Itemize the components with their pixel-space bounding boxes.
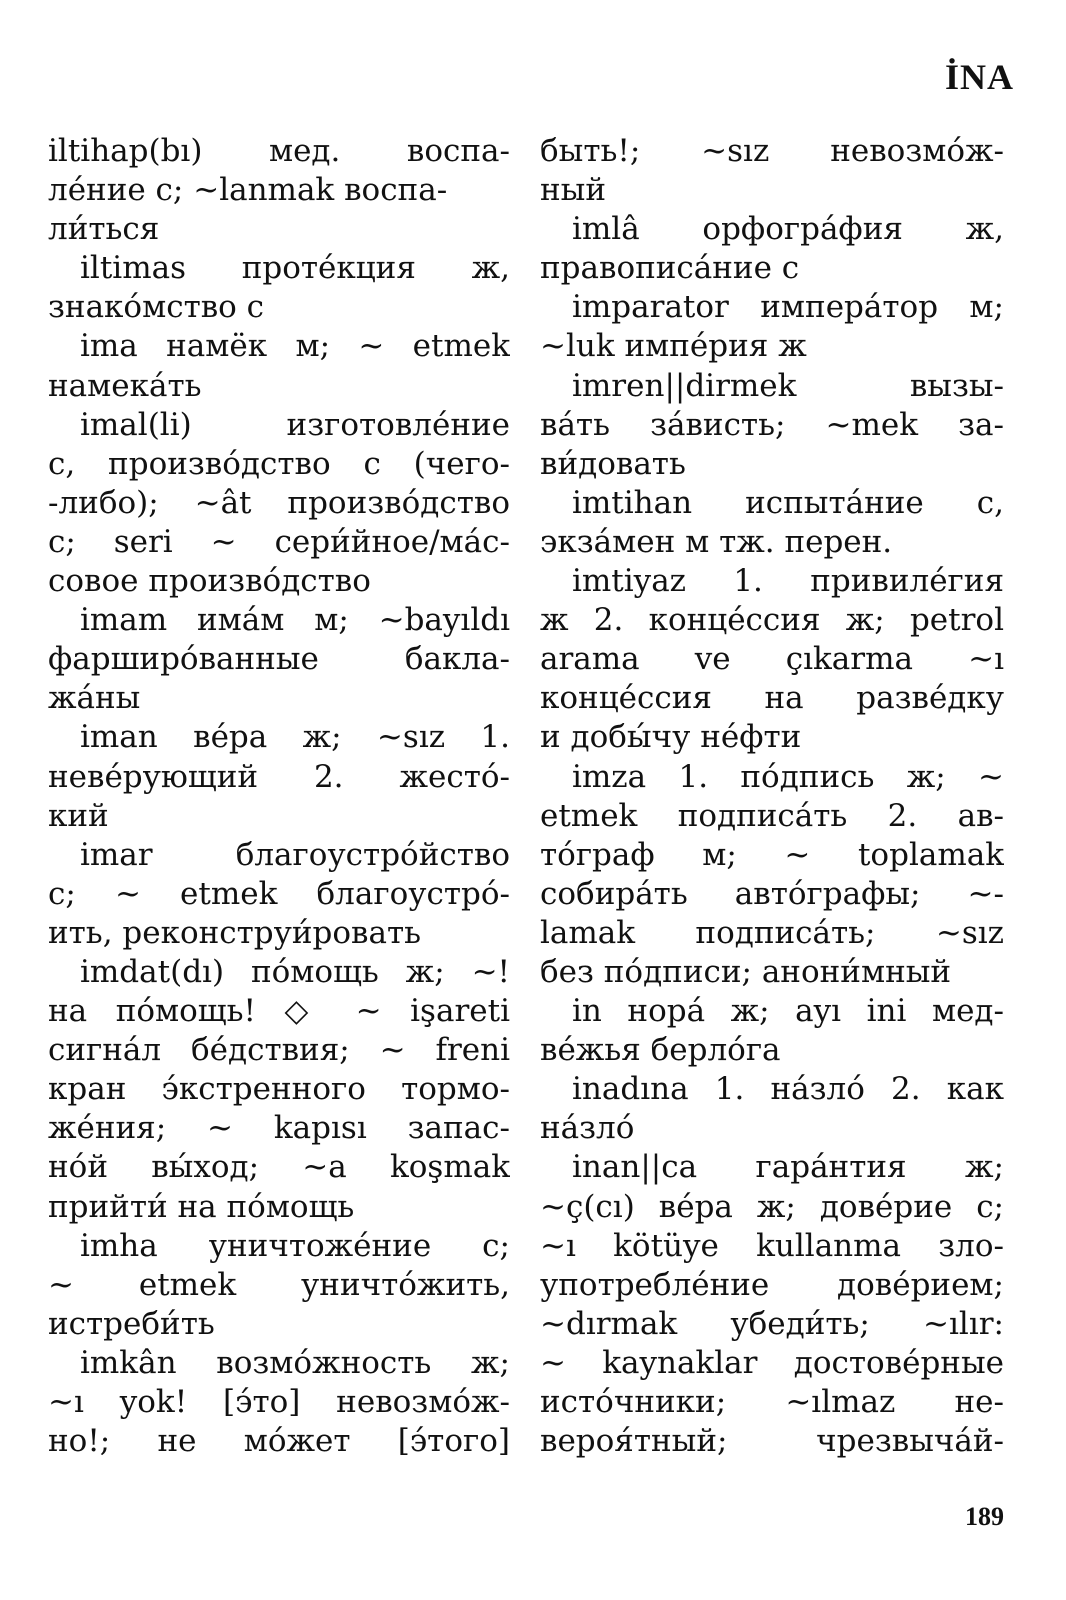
- dictionary-line: -либо); ~ât произво́дство: [48, 484, 510, 521]
- dictionary-line: неве́рующий 2. жесто́-: [48, 758, 510, 795]
- dictionary-line: ima намёк м; ~ etmek: [80, 328, 510, 365]
- dictionary-line: ве́жья берло́га: [540, 1032, 781, 1069]
- dictionary-line: iltihap(bı) мед. воспа-: [48, 133, 510, 169]
- dictionary-line: ~luk импе́рия ж: [540, 328, 807, 365]
- dictionary-line: ~ı yok! [э́то] невозмо́ж-: [48, 1384, 510, 1420]
- dictionary-line: быть!; ~sız невозмо́ж-: [540, 133, 1004, 169]
- dictionary-line: исто́чники; ~ılmaz не-: [540, 1384, 1004, 1420]
- dictionary-line: imtiyaz 1. привиле́гия: [572, 563, 1004, 600]
- dictionary-line: с; ~ etmek благоустро́-: [48, 875, 510, 912]
- dictionary-line: ить, реконструи́ровать: [48, 914, 422, 951]
- dictionary-line: ~ kaynaklar достове́рные: [540, 1344, 1004, 1381]
- dictionary-line: с; seri ~ сери́йное/ма́с-: [48, 523, 510, 560]
- dictionary-line: imar благоустро́йство: [80, 836, 510, 873]
- left-column: [48, 132, 510, 1461]
- dictionary-line: ли́ться: [48, 211, 160, 248]
- dictionary-line: imam има́м м; ~bayıldı: [80, 602, 510, 639]
- dictionary-line: imdat(dı) по́мощь ж; ~!: [80, 953, 510, 990]
- dictionary-line: сигна́л бе́дствия; ~ freni: [48, 1032, 510, 1069]
- dictionary-line: кий: [48, 797, 109, 834]
- dictionary-line: imparator импера́тор м;: [572, 289, 1004, 326]
- dictionary-line: lamak подписа́ть; ~sız: [540, 914, 1004, 951]
- dictionary-line: конце́ссия на разве́дку: [540, 680, 1004, 717]
- dictionary-line: imren||dirmek вызы-: [572, 367, 1004, 404]
- dictionary-line: imkân возмо́жность ж;: [80, 1344, 510, 1381]
- dictionary-line: imlâ орфогра́фия ж,: [572, 211, 1004, 248]
- dictionary-line: на́зло́: [540, 1110, 635, 1147]
- dictionary-line: же́ния; ~ kapısı запас-: [48, 1110, 510, 1147]
- dictionary-line: жа́ны: [48, 680, 141, 717]
- page-number: 189: [965, 1502, 1004, 1531]
- dictionary-line: ле́ние с; ~lanmak воспа-: [48, 172, 448, 209]
- running-head: İNA: [944, 57, 1014, 97]
- dictionary-line: без по́дписи; анони́мный: [540, 953, 952, 990]
- dictionary-line: ж 2. конце́ссия ж; petrol: [540, 602, 1004, 639]
- dictionary-line: то́граф м; ~ toplamak: [540, 836, 1004, 873]
- dictionary-line: iman ве́ра ж; ~sız 1.: [80, 719, 510, 756]
- dictionary-line: экза́мен м тж. перен.: [540, 523, 893, 560]
- dictionary-line: ~ı kötüye kullanma зло-: [540, 1227, 1004, 1264]
- dictionary-line: ви́довать: [540, 445, 686, 482]
- dictionary-line: inadına 1. на́зло́ 2. как: [572, 1071, 1004, 1108]
- dictionary-line: imal(li) изготовле́ние: [80, 406, 510, 443]
- dictionary-line: намека́ть: [48, 367, 202, 404]
- dictionary-line: с, произво́дство с (чего-: [48, 445, 510, 482]
- dictionary-line: iltimas проте́кция ж,: [80, 250, 510, 287]
- dictionary-line: и добы́чу не́фти: [540, 719, 802, 756]
- dictionary-line: правописа́ние с: [540, 250, 800, 287]
- dictionary-line: кран э́кстренного тормо-: [48, 1071, 510, 1108]
- dictionary-line: знако́мство с: [48, 289, 265, 326]
- dictionary-line: но́й вы́ход; ~a koşmak: [48, 1149, 510, 1186]
- dictionary-line: фарширо́ванные бакла-: [48, 641, 510, 678]
- dictionary-line: arama ve çıkarma ~ı: [540, 641, 1004, 678]
- dictionary-line: истреби́ть: [48, 1305, 215, 1342]
- dictionary-line: собира́ть авто́графы; ~-: [540, 875, 1004, 912]
- right-column: [540, 132, 1004, 1461]
- dictionary-line: употребле́ние дове́рием;: [540, 1266, 1004, 1303]
- dictionary-line: imtihan испыта́ние с,: [572, 484, 1004, 521]
- dictionary-line: in нора́ ж; ayı ini мед-: [572, 993, 1004, 1030]
- dictionary-line: imha уничтоже́ние с;: [80, 1227, 510, 1264]
- dictionary-line: imza 1. по́дпись ж; ~: [572, 758, 1004, 795]
- dictionary-line: совое произво́дство: [48, 563, 371, 600]
- dictionary-line: inan||ca гара́нтия ж;: [572, 1149, 1004, 1186]
- dictionary-line: ~ etmek уничто́жить,: [48, 1266, 510, 1303]
- dictionary-line: но!; не мо́жет [э́того]: [48, 1423, 510, 1460]
- dictionary-line: на по́мощь! ◇ ~ işareti: [48, 993, 510, 1030]
- dictionary-line: etmek подписа́ть 2. ав-: [540, 797, 1004, 834]
- dictionary-line: ~ç(cı) ве́ра ж; дове́рие с;: [540, 1188, 1004, 1225]
- dictionary-line: прийти́ на по́мощь: [48, 1188, 355, 1225]
- dictionary-line: ~dırmak убеди́ть; ~ılır:: [540, 1305, 1004, 1342]
- dictionary-line: ва́ть за́висть; ~mek за-: [540, 406, 1004, 443]
- dictionary-line: ный: [540, 172, 606, 209]
- dictionary-line: вероя́тный; чрезвыча́й-: [540, 1423, 1004, 1460]
